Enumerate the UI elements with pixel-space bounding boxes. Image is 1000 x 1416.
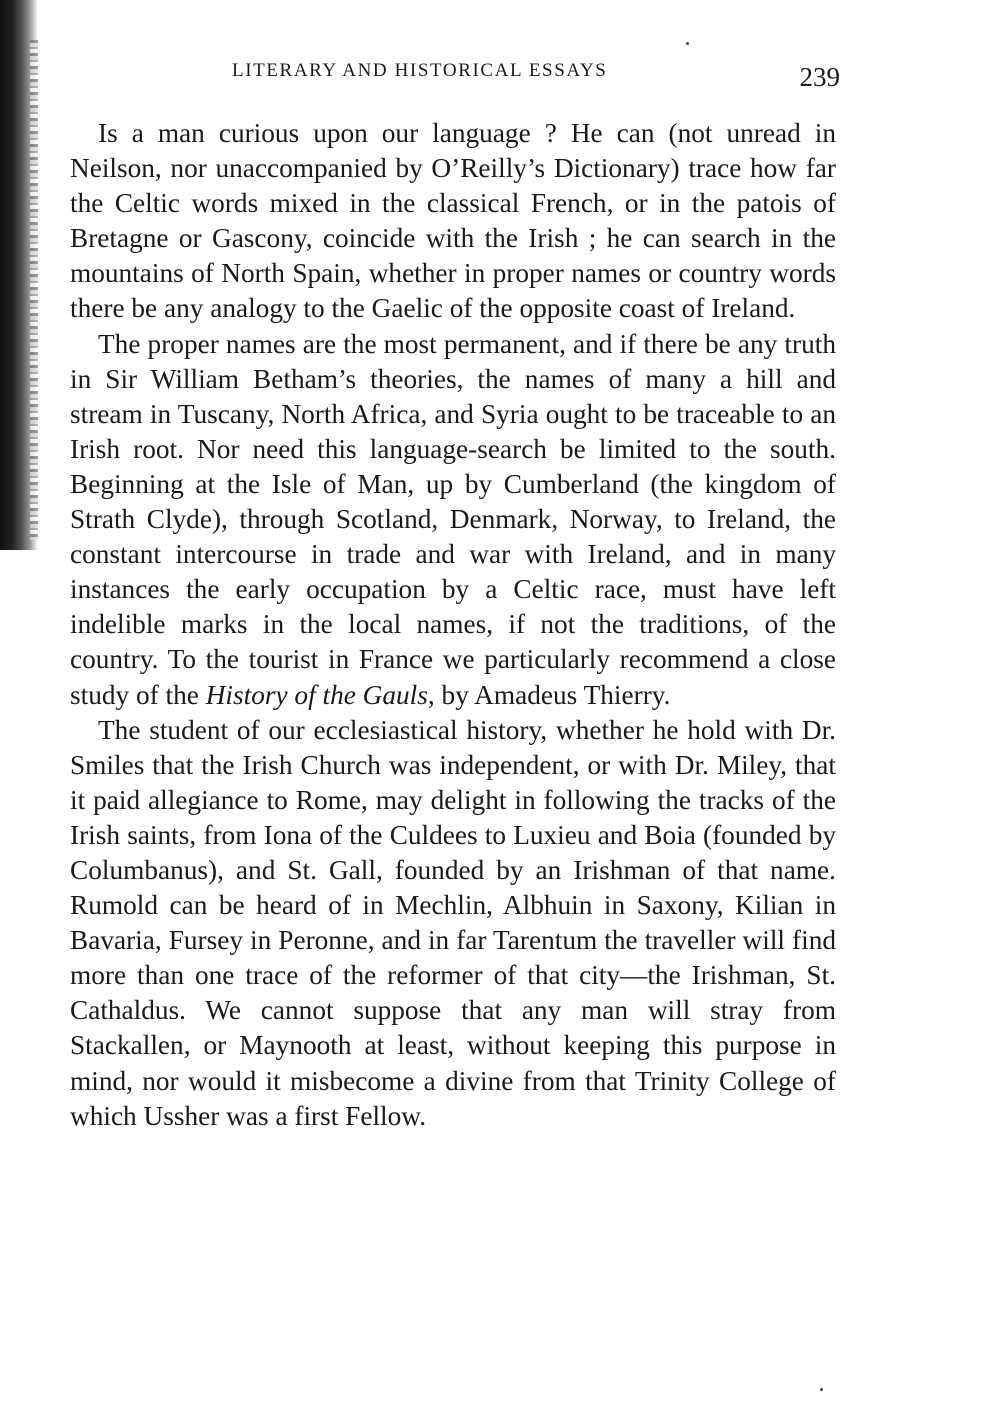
page-binding-shadow — [0, 0, 38, 550]
page-number: 239 — [799, 62, 840, 92]
ink-speck — [820, 1388, 823, 1391]
page-header — [70, 60, 840, 100]
book-title-italic: History of the Gauls — [205, 679, 428, 710]
paragraph-2-text: The proper names are the most permanent, and if there be any truth in Sir William Betham’s theories, the names of many a hill and stream in Tuscany, North Africa, and Syria ought to be traceable to an Irish root. Nor need this language-search be limited to the south. Beginning at the Isle of Man, up by Cumberland (the kingdom of Strath Clyde), through Scotland, Denmark, Norway, to Ireland, the constant intercourse in trade and war with Ireland, and in many instances the early occupation by a Celtic race, must have left indelible marks in the local names, if not the traditions, of the country. To the tourist in France we particularly recommend a close study of the — [70, 328, 836, 710]
paragraph-2-tail: , by Amadeus Thierry. — [427, 679, 671, 710]
body-text — [70, 116, 836, 1134]
paragraph-1: Is a man curious upon our language ? He can (not unread in Neilson, nor unaccompanied by O’Reilly’s Dictionary) trace how far the Celtic words mixed in the classical French, or in the patois of Bretagne or Gascony, coincide with the Irish ; he can search in the mountains of North Spain, whether in proper names or country words there be any analogy to the Gaelic of the opposite coast of Ireland. — [70, 118, 836, 324]
paragraph-2 — [70, 327, 836, 713]
paragraph-3: The student of our ecclesiastical history, whether he hold with Dr. Smiles that the Irish Church was independent, or with Dr. Miley, that it paid allegiance to Rome, may delight in following the tracks of the Irish saints, from Iona of the Culdees to Luxieu and Boia (founded by Columbanus), and St. Gall, founded by an Irishman of that name. Rumold can be heard of in Mechlin, Albhuin in Saxony, Kilian in Bavaria, Fursey in Peronne, and in far Tarentum the traveller will find more than one trace of the reformer of that city—the Irishman, St. Cathaldus. We cannot suppose that any man will stray from Stackallen, or Maynooth at least, without keeping this purpose in mind, nor would it misbecome a divine from that Trinity College of which Ussher was a first Fellow. — [70, 714, 836, 1131]
ink-speck — [686, 42, 689, 45]
running-head: LITERARY AND HISTORICAL ESSAYS — [232, 60, 608, 81]
